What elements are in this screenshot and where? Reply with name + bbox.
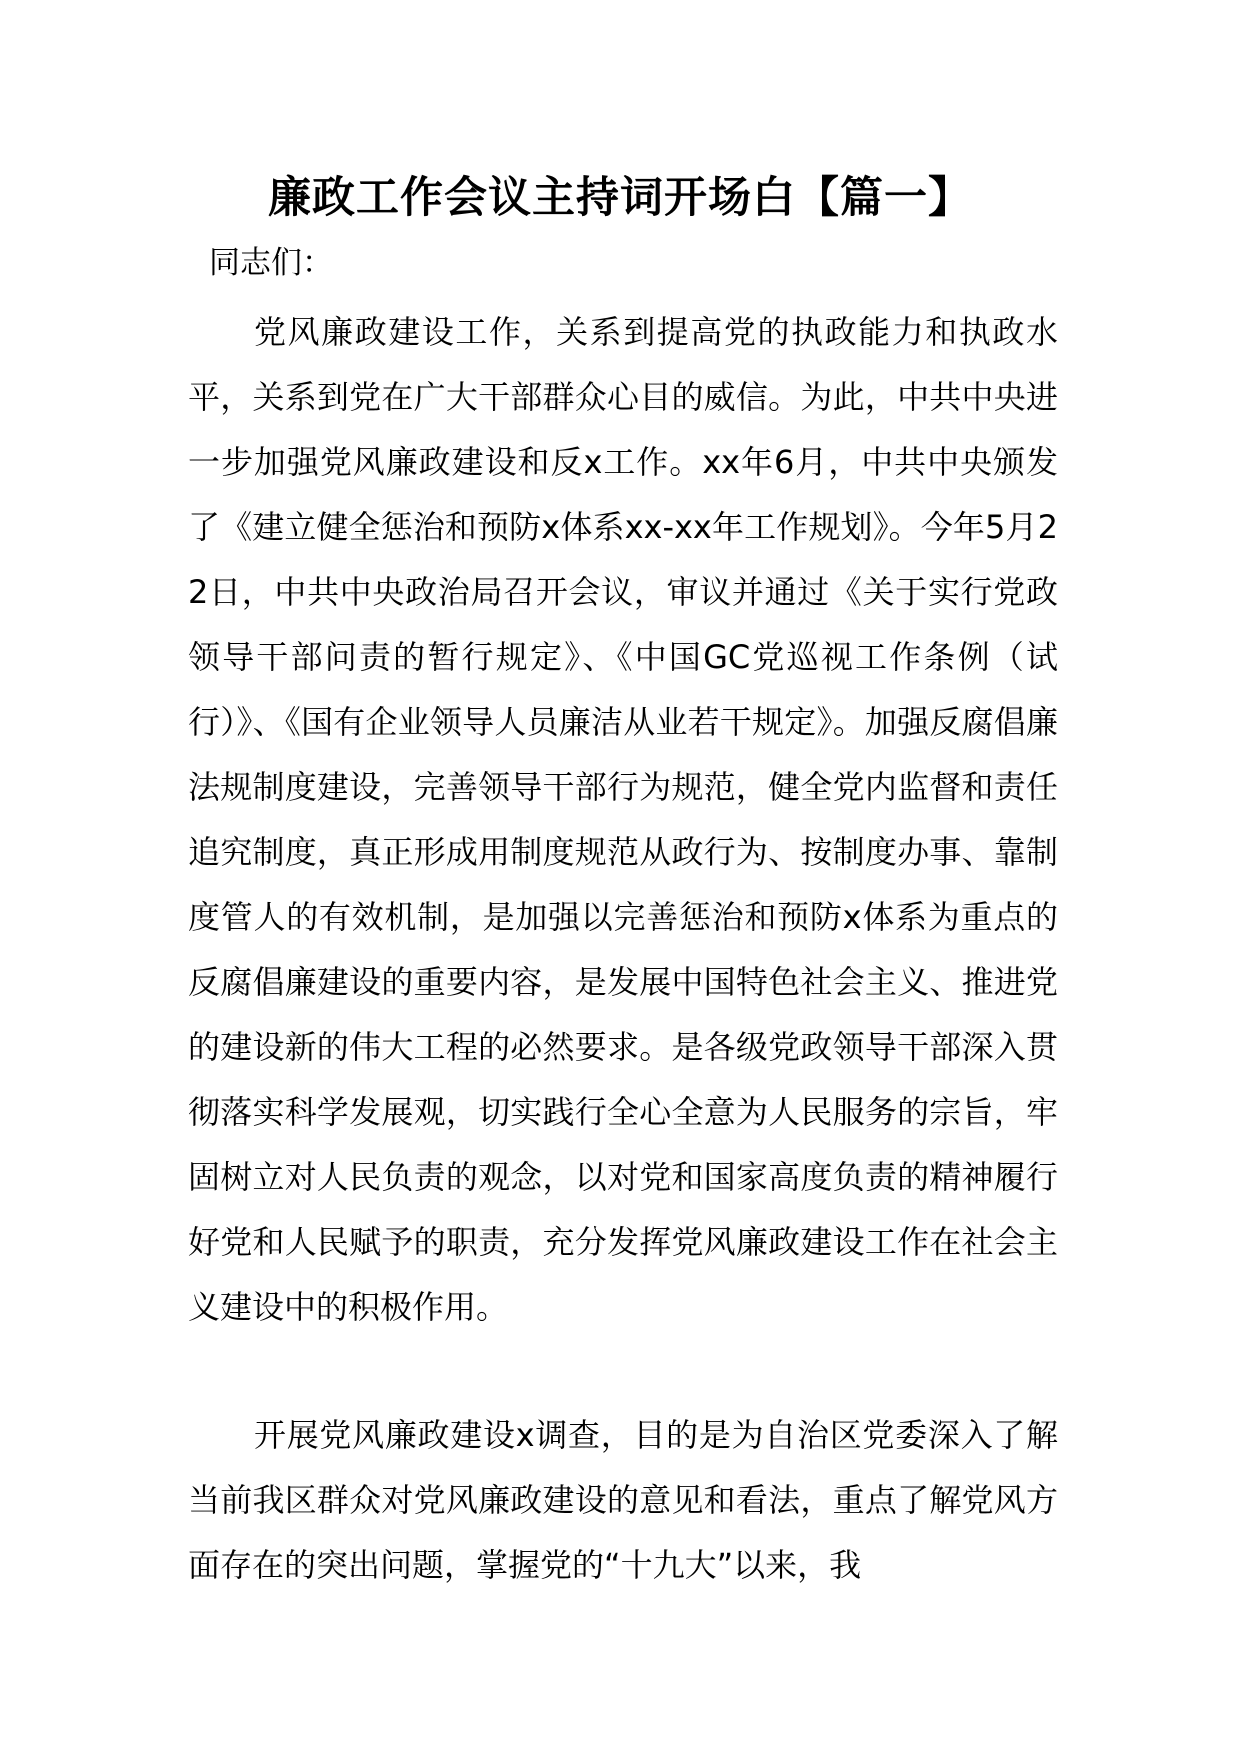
body-paragraph-2: 开展党风廉政建设x调查，目的是为自治区党委深入了解当前我区群众对党风廉政建设的意见和看法，重点了解党风方面存在的突出问题，掌握党的“十九大”以来，我 [188, 1416, 1058, 1584]
salutation: 同志们： [209, 245, 333, 281]
document-title: 廉政工作会议主持词开场白【篇一】 [268, 173, 972, 223]
body-paragraph-1: 党风廉政建设工作，关系到提高党的执政能力和执政水平，关系到党在广大干部群众心目的威信。为此，中共中央进一步加强党风廉政建设和反x工作。xx年6月，中共中央颁发了《建立健全惩治和预防x体系xx-xx年工作规划》。今年5月22日，中共中央政治局召开会议，审议并通过《关于实行党政领导干部问责的暂行规定》、《中国GC党巡视工作条例（试行）》、《国有企业领导人员廉洁从业若干规定》。加强反腐倡廉法规制度建设，完善领导干部行为规范，健全党内监督和责任追究制度，真正形成用制度规范从政行为、按制度办事、靠制度管人的有效机制，是加强以完善惩治和预防x体系为重点的反腐倡廉建设的重要内容，是发展中国特色社会主义、推进党的建设新的伟大工程的必然要求。是各级党政领导干部深入贯彻落实科学发展观，切实践行全心全意为人民服务的宗旨，牢固树立对人民负责的观念，以对党和国家高度负责的精神履行好党和人民赋予的职责，充分发挥党风廉政建设工作在社会主义建设中的积极作用。 [188, 313, 1058, 1326]
